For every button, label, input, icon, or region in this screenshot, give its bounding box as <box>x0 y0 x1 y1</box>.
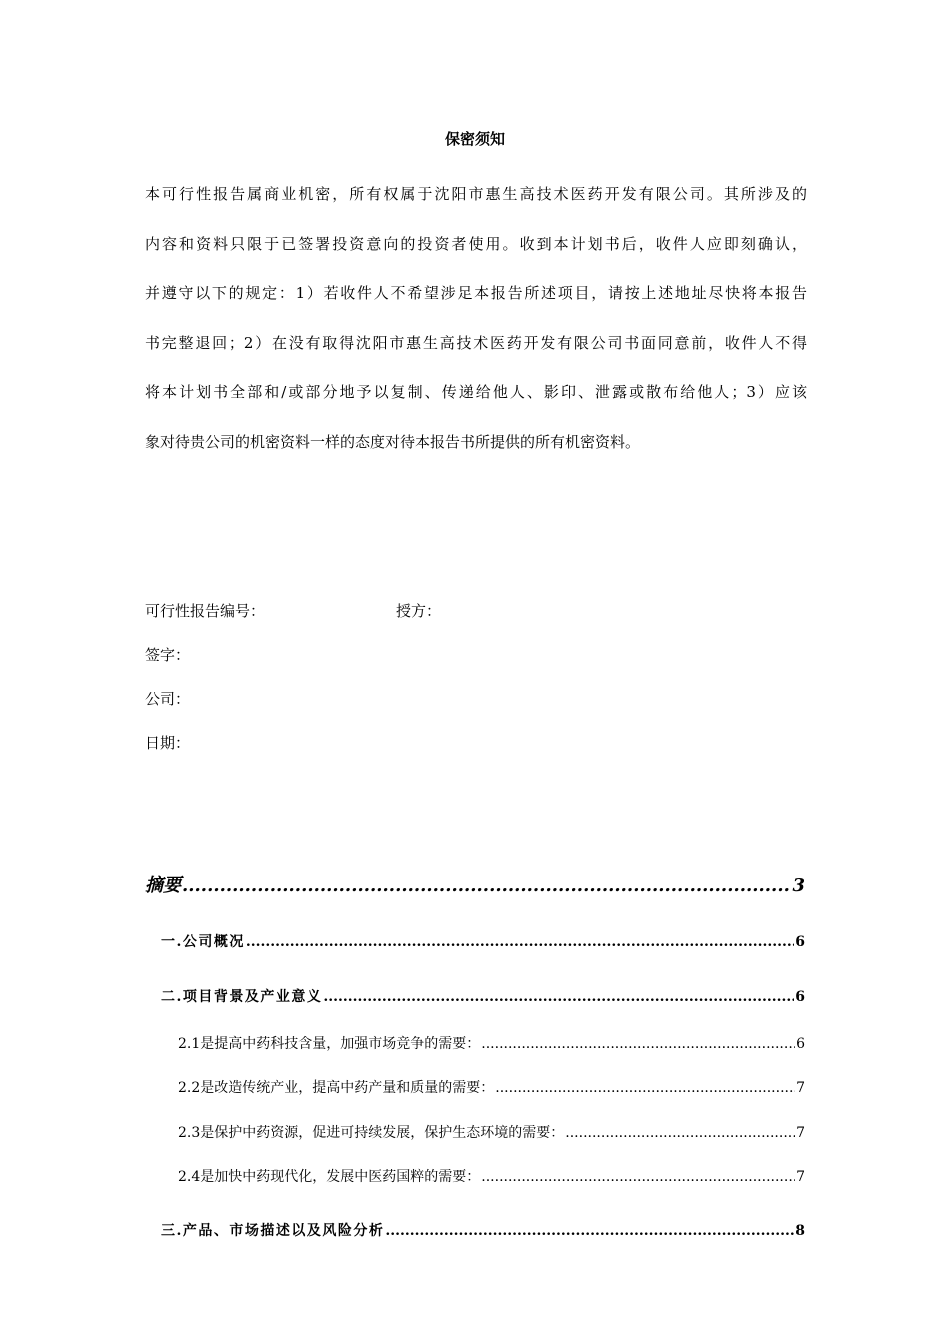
toc-page-number: 6 <box>795 934 805 950</box>
date-label: 日期： <box>145 734 191 752</box>
toc-entry-abstract[interactable] <box>145 871 805 897</box>
toc-page-number: 8 <box>795 1223 805 1239</box>
toc-entry-label: 2.3是保护中药资源，促进可持续发展，保护生态环境的需要： <box>178 1125 565 1141</box>
notice-body <box>145 170 807 467</box>
toc-leader-dots <box>481 1169 795 1185</box>
toc-page-number: 6 <box>796 1036 805 1052</box>
toc-page-number: 7 <box>796 1080 805 1096</box>
toc-page-number: 3 <box>792 875 805 896</box>
toc-leader-dots <box>565 1125 795 1141</box>
toc-entry-project-background[interactable] <box>161 986 805 1006</box>
toc-entry-2-2[interactable] <box>178 1077 805 1097</box>
toc-entry-products-market[interactable] <box>161 1220 805 1240</box>
toc-entry-label: 2.2是改造传统产业，提高中药产量和质量的需要： <box>178 1080 495 1096</box>
toc-entry-label: 2.4是加快中药现代化，发展中医药国粹的需要： <box>178 1169 481 1185</box>
toc-entry-label: 二.项目背景及产业意义 <box>161 989 323 1005</box>
toc-entry-label: 2.1是提高中药科技含量，加强市场竞争的需要： <box>178 1036 481 1052</box>
toc-entry-company-overview[interactable] <box>161 931 805 951</box>
toc-leader-dots <box>495 1080 795 1096</box>
notice-line: 并遵守以下的规定：1）若收件人不希望涉足本报告所述项目，请按上述地址尽快将本报告 <box>145 284 807 302</box>
toc-entry-label: 摘要 <box>145 875 181 896</box>
toc-page-number: 6 <box>795 989 805 1005</box>
notice-title: 保密须知 <box>444 130 505 148</box>
toc-leader-dots <box>246 934 794 950</box>
report-number-label: 可行性报告编号： <box>145 602 266 620</box>
toc-entry-2-3[interactable] <box>178 1122 805 1142</box>
notice-line: 内容和资料只限于已签署投资意向的投资者使用。收到本计划书后，收件人应即刻确认， <box>145 234 807 253</box>
company-label: 公司： <box>145 690 191 708</box>
toc-leader-dots <box>385 1223 794 1239</box>
toc-leader-dots <box>323 989 794 1005</box>
toc-entry-label: 三.产品、市场描述以及风险分析 <box>161 1223 385 1239</box>
notice-line: 书完整退回；2）在没有取得沈阳市惠生高技术医药开发有限公司书面同意前，收件人不得 <box>145 333 807 352</box>
toc-leader-dots <box>182 875 791 896</box>
signature-label: 签字： <box>145 646 191 664</box>
toc-entry-label: 一.公司概况 <box>161 934 245 950</box>
toc-page-number: 7 <box>796 1125 805 1141</box>
toc-page-number: 7 <box>796 1169 805 1185</box>
notice-line: 将本计划书全部和/或部分地予以复制、传递给他人、影印、泄露或散布给他人；3）应该 <box>145 383 807 401</box>
notice-line: 象对待贵公司的机密资料一样的态度对待本报告书所提供的所有机密资料。 <box>145 432 641 451</box>
toc-entry-2-1[interactable] <box>178 1033 805 1053</box>
notice-line: 本可行性报告属商业机密，所有权属于沈阳市惠生高技术医药开发有限公司。其所涉及的 <box>145 185 807 203</box>
toc-entry-2-4[interactable] <box>178 1166 805 1186</box>
toc-leader-dots <box>481 1036 795 1052</box>
grantor-label: 授方： <box>396 602 442 620</box>
